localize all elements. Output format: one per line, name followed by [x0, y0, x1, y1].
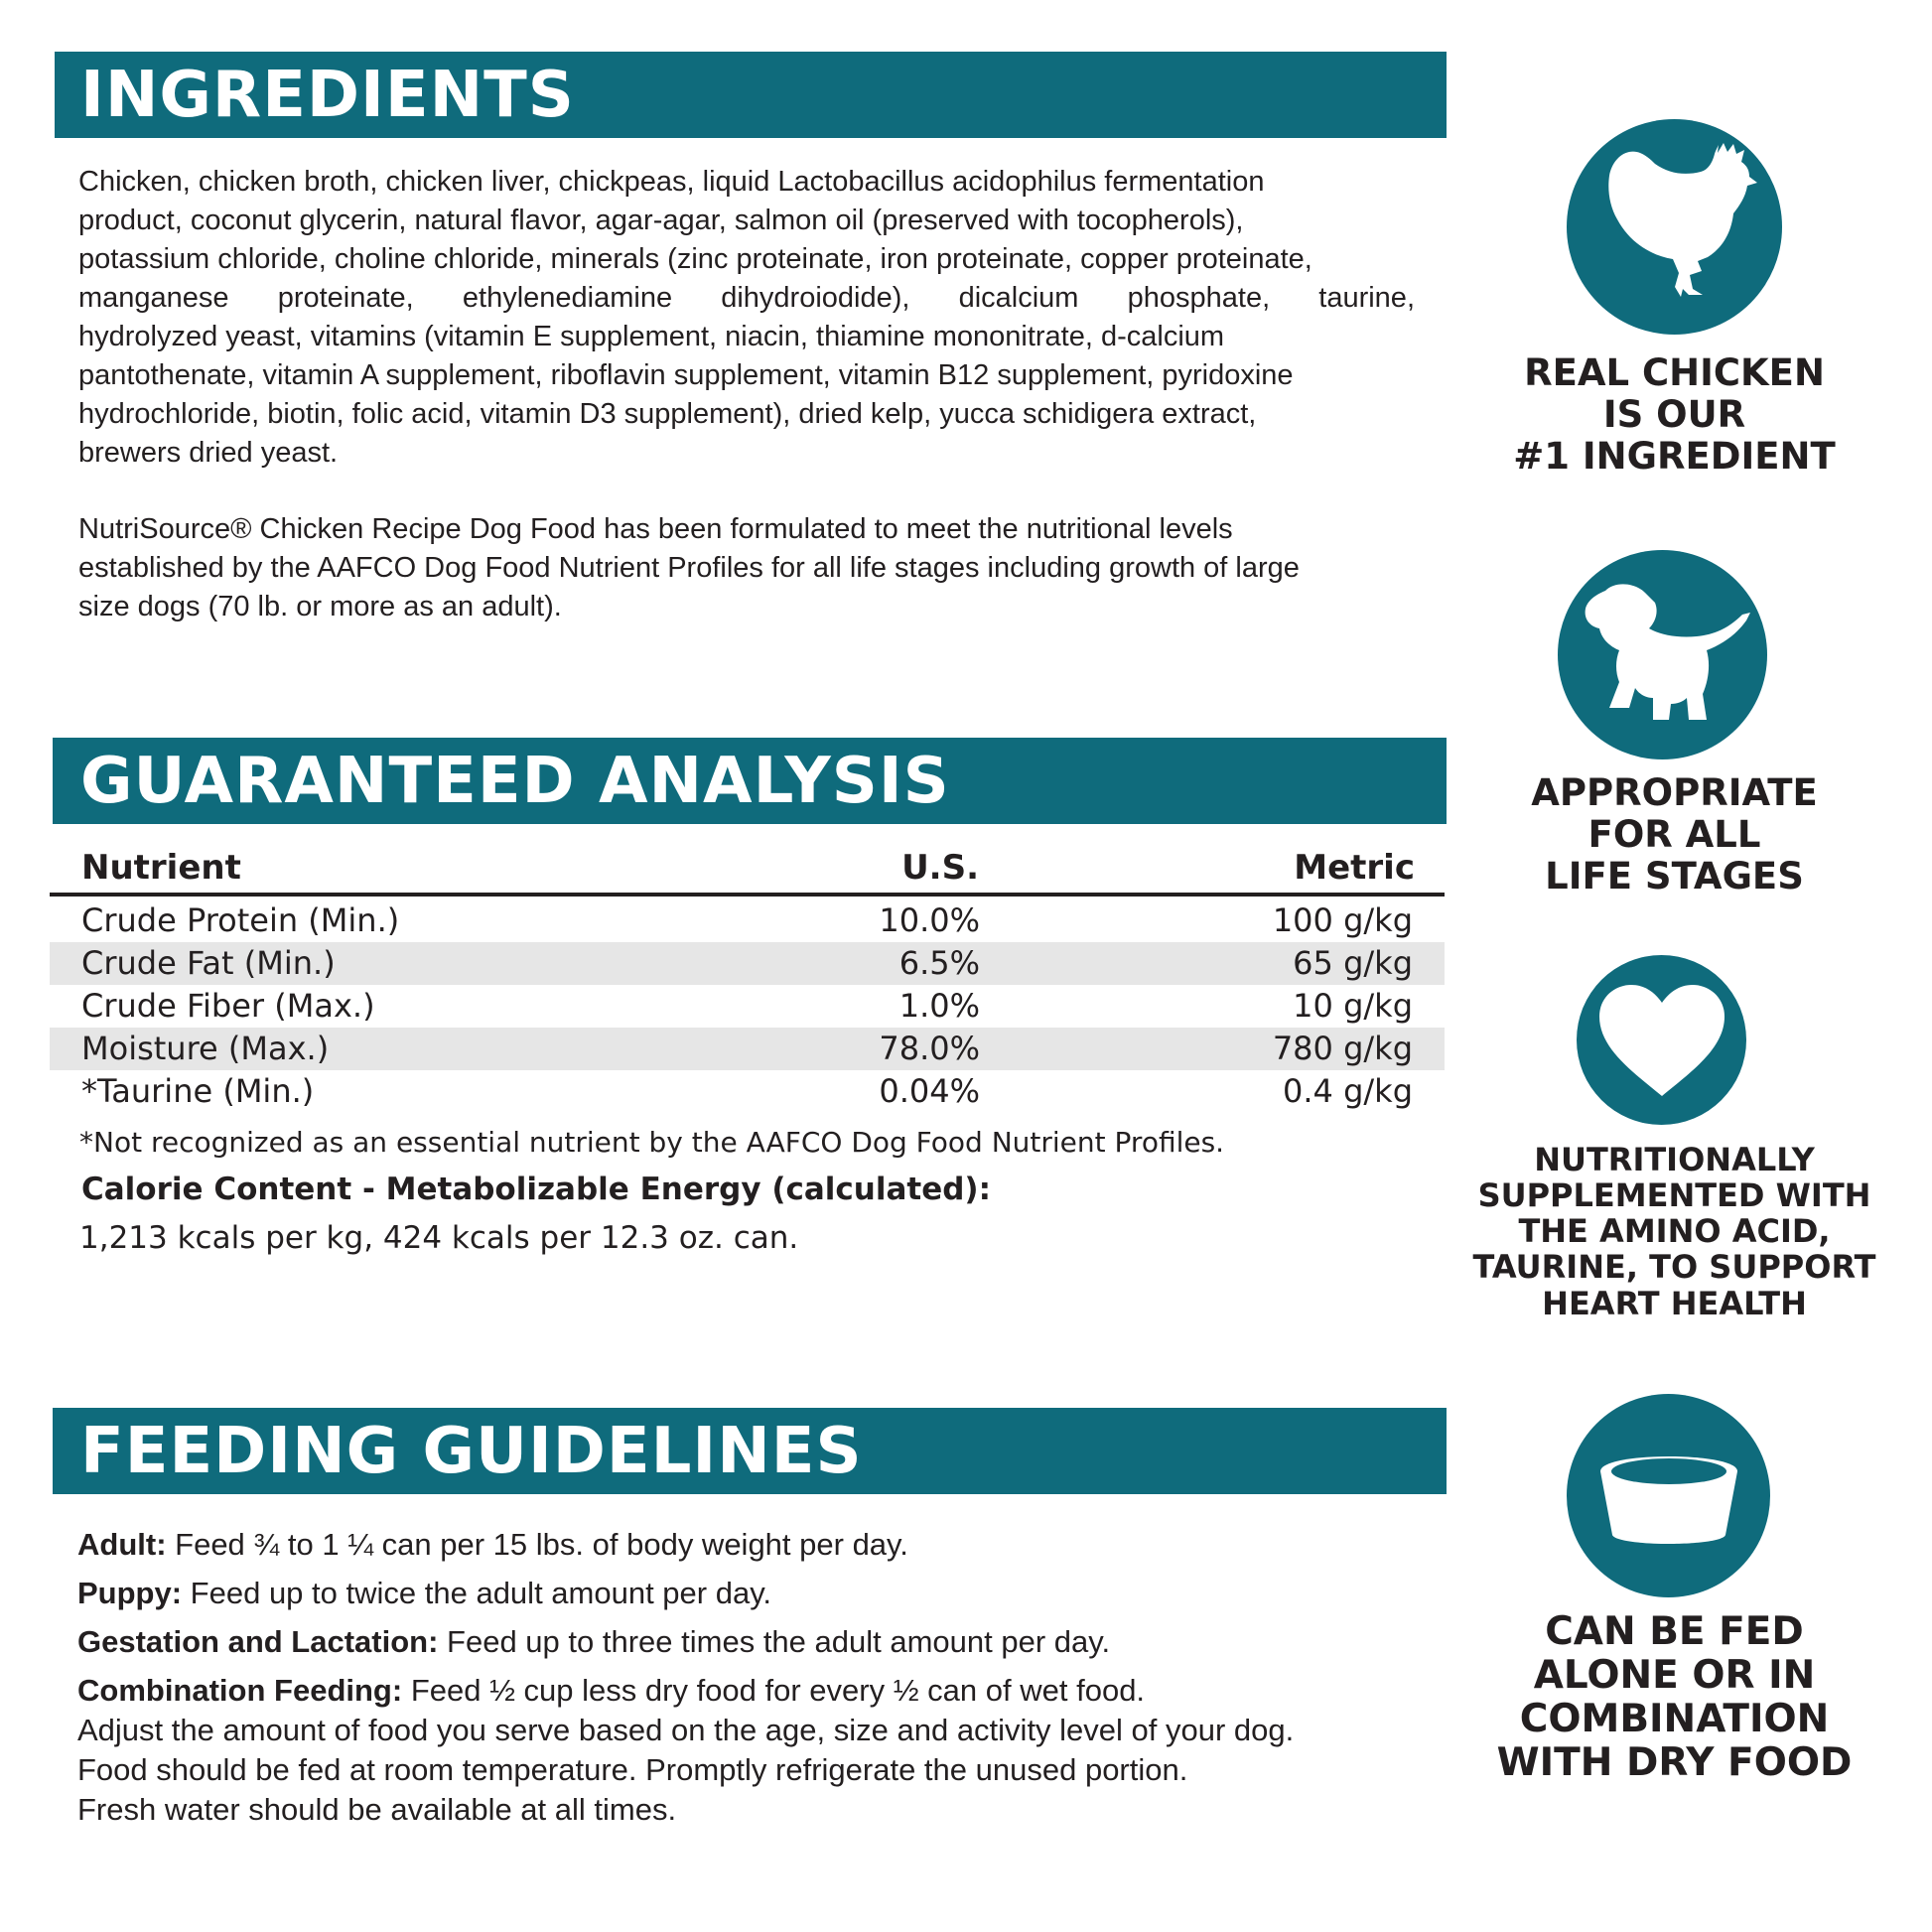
nutrient-name: Crude Fiber (Max.)	[81, 987, 375, 1025]
statement-line: established by the AAFCO Dog Food Nutrient Profiles for all life stages including growth of large	[78, 552, 1300, 584]
puppy-badge	[1558, 550, 1767, 759]
ingredients-heading-text: INGREDIENTS	[80, 58, 575, 132]
column-header-nutrient: Nutrient	[81, 848, 241, 888]
nutrient-metric: 780 g/kg	[1272, 1030, 1413, 1067]
feeding-note: Food should be fed at room temperature. Promptly refrigerate the unused portion.	[77, 1752, 1188, 1787]
feature-line: NUTRITIONALLY	[1534, 1141, 1815, 1178]
nutrient-metric: 65 g/kg	[1293, 944, 1413, 982]
feature-text-puppy	[1469, 772, 1879, 897]
chicken-icon	[1590, 133, 1759, 322]
feature-line: THE AMINO ACID,	[1518, 1212, 1831, 1251]
feature-line: IS OUR	[1602, 392, 1746, 436]
nutrient-name: Crude Protein (Min.)	[81, 901, 400, 939]
nutrient-name: Crude Fat (Min.)	[81, 944, 336, 982]
feeding-text: Feed ½ cup less dry food for every ½ can of wet food.	[402, 1673, 1146, 1708]
ingredients-line: pantothenate, vitamin A supplement, riboflavin supplement, vitamin B12 supplement, pyridoxine	[78, 359, 1294, 391]
statement-line: size dogs (70 lb. or more as an adult).	[78, 591, 562, 622]
table-row	[50, 899, 1445, 942]
ingredients-line: product, coconut glycerin, natural flavor, agar-agar, salmon oil (preserved with tocopherols),	[78, 205, 1244, 236]
table-row	[50, 942, 1445, 985]
bowl-badge	[1567, 1394, 1770, 1597]
feeding-text: Feed ¾ to 1 ¼ can per 15 lbs. of body weight per day.	[166, 1527, 908, 1562]
feeding-label: Gestation and Lactation:	[77, 1624, 439, 1659]
nutrient-metric: 10 g/kg	[1293, 987, 1413, 1025]
feature-text-heart	[1459, 1142, 1889, 1321]
heart-badge	[1577, 955, 1746, 1125]
calorie-value: 1,213 kcals per kg, 424 kcals per 12.3 oz. can.	[79, 1220, 799, 1256]
nutrient-us: 1.0%	[898, 987, 980, 1025]
feeding-adult	[77, 1527, 908, 1563]
feature-line: HEART HEALTH	[1542, 1284, 1807, 1322]
feature-line: LIFE STAGES	[1545, 854, 1804, 897]
chicken-badge	[1567, 119, 1782, 335]
feature-line: WITH DRY FOOD	[1496, 1740, 1853, 1786]
feeding-text: Feed up to twice the adult amount per day.	[182, 1576, 772, 1610]
nutrient-us: 0.04%	[879, 1072, 980, 1110]
feature-text-chicken	[1469, 352, 1879, 477]
table-row	[50, 985, 1445, 1028]
table-row	[50, 1028, 1445, 1070]
aafco-statement	[78, 510, 1415, 626]
feeding-heading-text: FEEDING GUIDELINES	[80, 1414, 863, 1488]
ingredients-line: Chicken, chicken broth, chicken liver, chickpeas, liquid Lactobacillus acidophilus fermentation	[78, 166, 1265, 198]
feeding-text: Feed up to three times the adult amount per day.	[438, 1624, 1111, 1659]
ingredients-heading	[55, 52, 1447, 138]
heart-icon	[1593, 981, 1730, 1100]
feature-line: ALONE OR IN	[1533, 1653, 1816, 1699]
table-row	[50, 1070, 1445, 1113]
ingredients-line: manganese proteinate, ethylenediamine dihydroiodide), dicalcium phosphate, taurine,	[78, 282, 1415, 314]
nutrient-us: 78.0%	[879, 1030, 980, 1067]
analysis-heading-text: GUARANTEED ANALYSIS	[80, 744, 950, 818]
taurine-footnote: *Not recognized as an essential nutrient by the AAFCO Dog Food Nutrient Profiles.	[79, 1126, 1225, 1159]
puppy-icon	[1564, 571, 1762, 740]
nutrient-metric: 0.4 g/kg	[1283, 1072, 1413, 1110]
nutrient-us: 10.0%	[879, 901, 980, 939]
feeding-gestation	[77, 1624, 1110, 1660]
column-header-us: U.S.	[901, 848, 979, 888]
feeding-combination	[77, 1673, 1145, 1709]
nutrient-name: Moisture (Max.)	[81, 1030, 330, 1067]
feeding-label: Combination Feeding:	[77, 1673, 403, 1708]
feeding-note: Fresh water should be available at all times.	[77, 1792, 677, 1827]
feature-line: COMBINATION	[1519, 1697, 1830, 1742]
feeding-note: Adjust the amount of food you serve based on the age, size and activity level of your dog.	[77, 1713, 1295, 1747]
calorie-title: Calorie Content - Metabolizable Energy (calculated):	[81, 1172, 991, 1207]
analysis-heading	[53, 738, 1447, 824]
ingredients-line: potassium chloride, choline chloride, minerals (zinc proteinate, iron proteinate, copper proteinate,	[78, 243, 1312, 275]
feature-line: CAN BE FED	[1545, 1609, 1804, 1654]
feature-text-bowl	[1469, 1610, 1879, 1785]
feeding-label: Adult:	[77, 1527, 167, 1562]
feature-line: APPROPRIATE	[1531, 771, 1818, 814]
feeding-label: Puppy:	[77, 1576, 183, 1610]
nutrient-metric: 100 g/kg	[1272, 901, 1413, 939]
ingredients-line: brewers dried yeast.	[78, 437, 339, 469]
column-header-metric: Metric	[1294, 848, 1415, 888]
statement-line: NutriSource® Chicken Recipe Dog Food has been formulated to meet the nutritional levels	[78, 513, 1233, 545]
ingredients-line: hydrochloride, biotin, folic acid, vitamin D3 supplement), dried kelp, yucca schidigera extract,	[78, 398, 1257, 430]
feature-line: TAURINE, TO SUPPORT	[1472, 1248, 1876, 1287]
feature-line: FOR ALL	[1587, 812, 1761, 856]
bowl-icon	[1594, 1442, 1743, 1551]
feature-line: #1 INGREDIENT	[1513, 434, 1836, 478]
ingredients-list	[78, 163, 1415, 473]
nutrient-us: 6.5%	[898, 944, 980, 982]
nutrient-name: *Taurine (Min.)	[81, 1072, 315, 1110]
feature-line: REAL CHICKEN	[1524, 351, 1825, 394]
feature-line: SUPPLEMENTED WITH	[1477, 1176, 1871, 1215]
table-header-rule	[50, 893, 1445, 897]
ingredients-line: hydrolyzed yeast, vitamins (vitamin E supplement, niacin, thiamine mononitrate, d-calcium	[78, 321, 1225, 352]
feeding-puppy	[77, 1576, 771, 1611]
feeding-heading	[53, 1408, 1447, 1494]
